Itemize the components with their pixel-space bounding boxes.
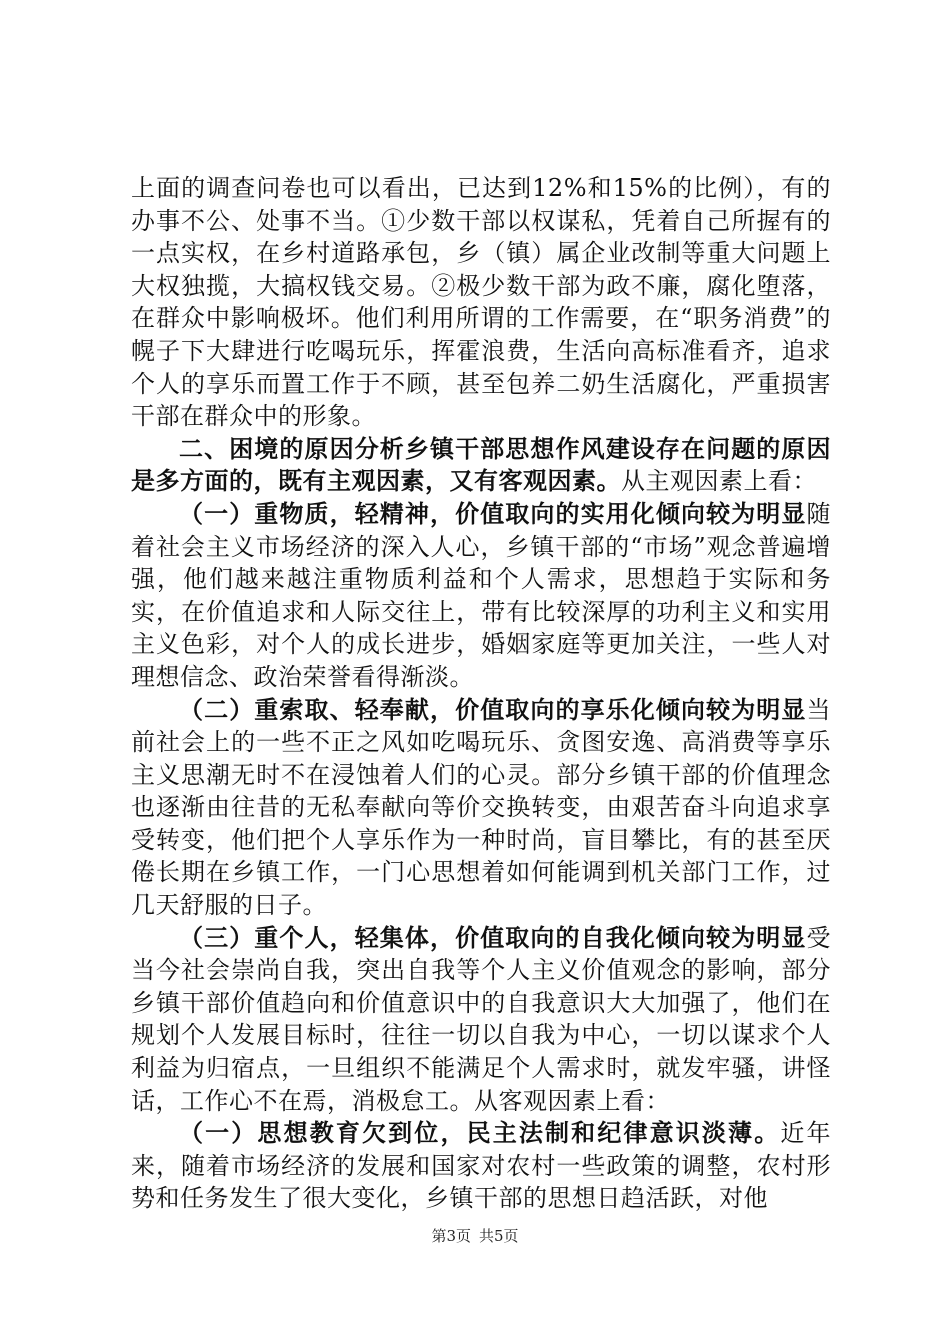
paragraph-text: 随着社会主义市场经济的深入人心，乡镇干部的“市场”观念普遍增强，他们越来越注重物质利益和个人需求，思想趋于实际和务实，在价值追求和人际交往上，带有比较深厚的功利主义和实用主义色彩，对个人的成长进步，婚姻家庭等更加关注，一些人对理想信念、政治荣誉看得渐淡。 xyxy=(131,499,831,691)
subsection-heading: （一）重物质，轻精神，价值取向的实用化倾向较为明显 xyxy=(179,498,807,528)
paragraph-3 xyxy=(131,498,831,694)
page-footer xyxy=(0,1225,950,1246)
paragraph-text: 上面的调查问卷也可以看出，已达到12%和15%的比例），有的办事不公、处事不当。①少数干部以权谋私，凭着自己所握有的一点实权，在乡村道路承包，乡（镇）属企业改制等重大问题上大权独揽，大搞权钱交易。②极少数干部为政不廉，腐化堕落，在群众中影响极坏。他们利用所谓的工作需要，在“职务消费”的幌子下大肆进行吃喝玩乐，挥霍浪费，生活向高标准看齐，追求个人的享乐而置工作于不顾，甚至包养二奶生活腐化，严重损害干部在群众中的形象。 xyxy=(131,174,831,431)
section-heading: 二、困境的原因分析乡镇干部思想作风建设存在问题的原因是多方面的，既有主观因素，又有客观因素。 xyxy=(131,433,831,496)
subsection-heading: （二）重索取、轻奉献，价值取向的享乐化倾向较为明显 xyxy=(179,694,807,724)
page-total: 共5页 xyxy=(479,1227,519,1245)
paragraph-6 xyxy=(131,1117,831,1215)
document-body xyxy=(131,172,831,1215)
page-number: 第3页 xyxy=(431,1227,471,1245)
paragraph-1 xyxy=(131,172,831,433)
paragraph-text: 当前社会上的一些不正之风如吃喝玩乐、贪图安逸、高消费等享乐主义思潮无时不在浸蚀着人们的心灵。部分乡镇干部的价值理念也逐渐由往昔的无私奉献向等价交换转变，由艰苦奋斗向追求享受转变，他们把个人享乐作为一种时尚，盲目攀比，有的甚至厌倦长期在乡镇工作，一门心思想着如何能调到机关部门工作，过几天舒服的日子。 xyxy=(131,695,831,920)
paragraph-5 xyxy=(131,922,831,1118)
subsection-heading: （一）思想教育欠到位，民主法制和纪律意识淡薄。 xyxy=(179,1118,781,1148)
subsection-heading: （三）重个人，轻集体，价值取向的自我化倾向较为明显 xyxy=(179,922,807,952)
paragraph-text: 近年来，随着市场经济的发展和国家对农村一些政策的调整，农村形势和任务发生了很大变化，乡镇干部的思想日趋活跃，对他 xyxy=(131,1119,832,1213)
paragraph-text: 从主观因素上看： xyxy=(621,467,817,496)
paragraph-2 xyxy=(131,433,831,498)
paragraph-text: 受当今社会崇尚自我，突出自我等个人主义价值观念的影响，部分乡镇干部价值趋向和价值意识中的自我意识大大加强了，他们在规划个人发展目标时，往往一切以自我为中心，一切以谋求个人利益为归宿点，一旦组织不能满足个人需求时，就发牢骚，讲怪话，工作心不在焉，消极怠工。从客观因素上看： xyxy=(131,923,831,1115)
paragraph-4 xyxy=(131,694,831,922)
